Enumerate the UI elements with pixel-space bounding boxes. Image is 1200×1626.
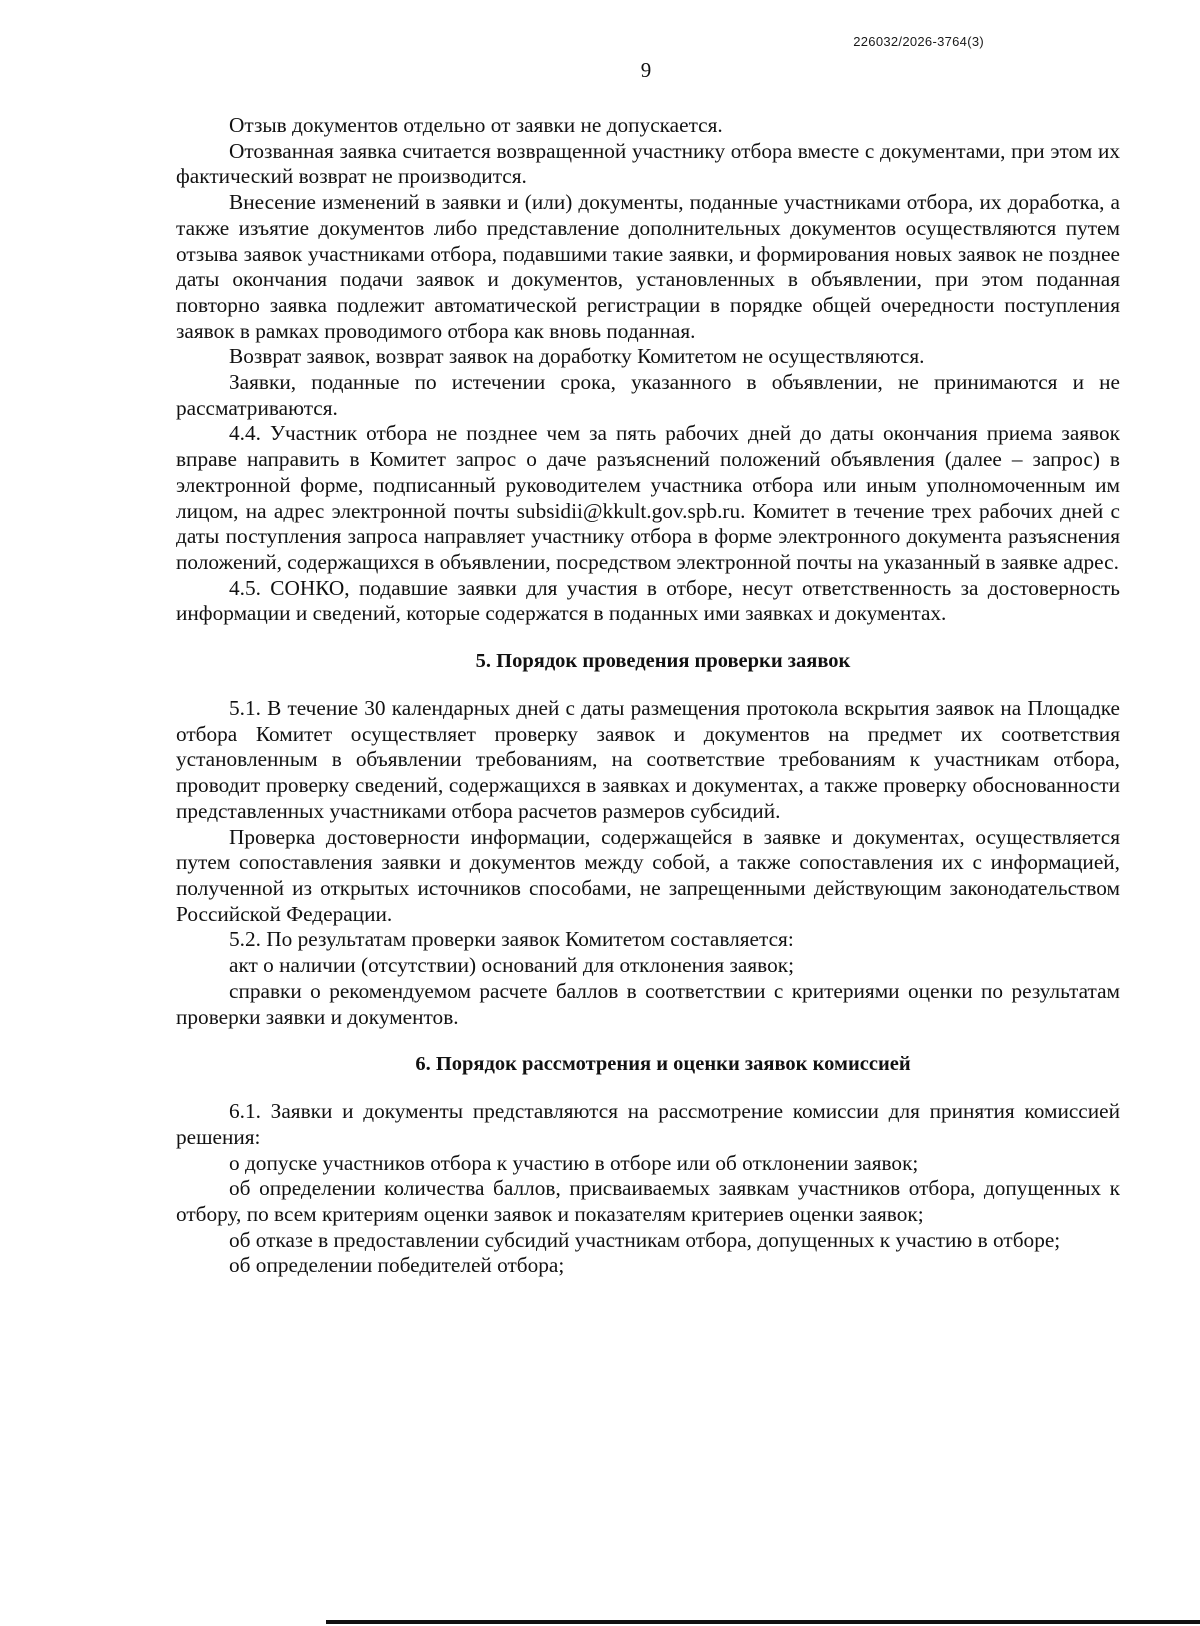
paragraph: об определении победителей отбора; bbox=[229, 1253, 565, 1278]
spacer bbox=[176, 1030, 1120, 1052]
paragraph-5-1: 5.1. В течение 30 календарных дней с даты размещения протокола вскрытия заявок на Площадке отбора Комитет осуществляет проверку заявок и документов на предмет их соответствия установленным в объявлении требованиям, на соответствие требованиям к участникам отбора, проводит проверку сведений, содержащихся в заявках и документах, а также проверку обоснованности представленных участниками отбора расчетов размеров субсидий. bbox=[176, 696, 1120, 823]
section-5-heading: 5. Порядок проведения проверки заявок bbox=[475, 650, 851, 673]
paragraph: об отказе в предоставлении субсидий участникам отбора, допущенных к участию в отборе; bbox=[229, 1227, 1061, 1252]
paragraph-4-4: 4.4. Участник отбора не позднее чем за пять рабочих дней до даты окончания приема заявок вправе направить в Комитет запрос о даче разъяснений положений объявления (далее – запрос) в электронной форме, подписанный руководителем участника отбора или иным уполномоченным им лицом, на адрес электронной почты subsidii@kkult.gov.spb.ru. Комитет в течение трех рабочих дней с даты поступления запроса направляет участнику отбора в форме электронного документа разъяснения положений, содержащихся в объявлении, посредством электронной почты на указанный в заявке адрес. bbox=[176, 421, 1120, 574]
spacer bbox=[176, 674, 1120, 696]
paragraph: Проверка достоверности информации, содержащейся в заявке и документах, осуществляется путем сопоставления заявки и документов между собой, а также сопоставления их с информацией, полученной из открытых источников способами, не запрещенными действующим законодательством Российской Федерации. bbox=[176, 824, 1120, 926]
scan-edge-line bbox=[326, 1620, 1200, 1624]
document-registration-number: 226032/2026-3764(3) bbox=[853, 34, 984, 49]
paragraph: об определении количества баллов, присваиваемых заявкам участников отбора, допущенных к отбору, по всем критериям оценки заявок и показателям критериев оценки заявок; bbox=[176, 1176, 1120, 1227]
paragraph-5-2: 5.2. По результатам проверки заявок Комитетом составляется: bbox=[229, 927, 794, 952]
paragraph: Заявки, поданные по истечении срока, указанного в объявлении, не принимаются и не рассматриваются. bbox=[176, 370, 1120, 420]
paragraph: Внесение изменений в заявки и (или) документы, поданные участниками отбора, их доработка, а также изъятие документов либо представление дополнительных документов осуществляются путем отзыва заявок участниками отбора, подавшими такие заявки, и формирования новых заявок не позднее даты окончания подачи заявок и документов, установленных в объявлении, при этом поданная повторно заявка подлежит автоматической регистрации в порядке общей очередности поступления заявок в рамках проводимого отбора как вновь поданная. bbox=[176, 190, 1120, 343]
document-body bbox=[176, 113, 1120, 1279]
paragraph-4-5: 4.5. СОНКО, подавшие заявки для участия в отборе, несут ответственность за достоверность информации и сведений, которые содержатся в поданных ими заявках и документах. bbox=[176, 575, 1120, 626]
paragraph: акт о наличии (отсутствии) оснований для отклонения заявок; bbox=[229, 953, 795, 978]
section-6-heading: 6. Порядок рассмотрения и оценки заявок комиссией bbox=[415, 1053, 911, 1076]
paragraph: Возврат заявок, возврат заявок на доработку Комитетом не осуществляются. bbox=[229, 344, 925, 369]
paragraph: Отзыв документов отдельно от заявки не допускается. bbox=[229, 113, 723, 137]
paragraph-6-1: 6.1. Заявки и документы представляются на рассмотрение комиссии для принятия комиссией решения: bbox=[176, 1099, 1120, 1149]
spacer bbox=[176, 627, 1120, 649]
page-number: 9 bbox=[640, 58, 652, 82]
paragraph: о допуске участников отбора к участию в отборе или об отклонении заявок; bbox=[229, 1150, 919, 1175]
spacer bbox=[176, 1077, 1120, 1099]
paragraph: Отозванная заявка считается возвращенной участнику отбора вместе с документами, при этом их фактический возврат не производится. bbox=[176, 138, 1120, 189]
paragraph: справки о рекомендуемом расчете баллов в соответствии с критериями оценки по результатам проверки заявки и документов. bbox=[176, 978, 1120, 1029]
